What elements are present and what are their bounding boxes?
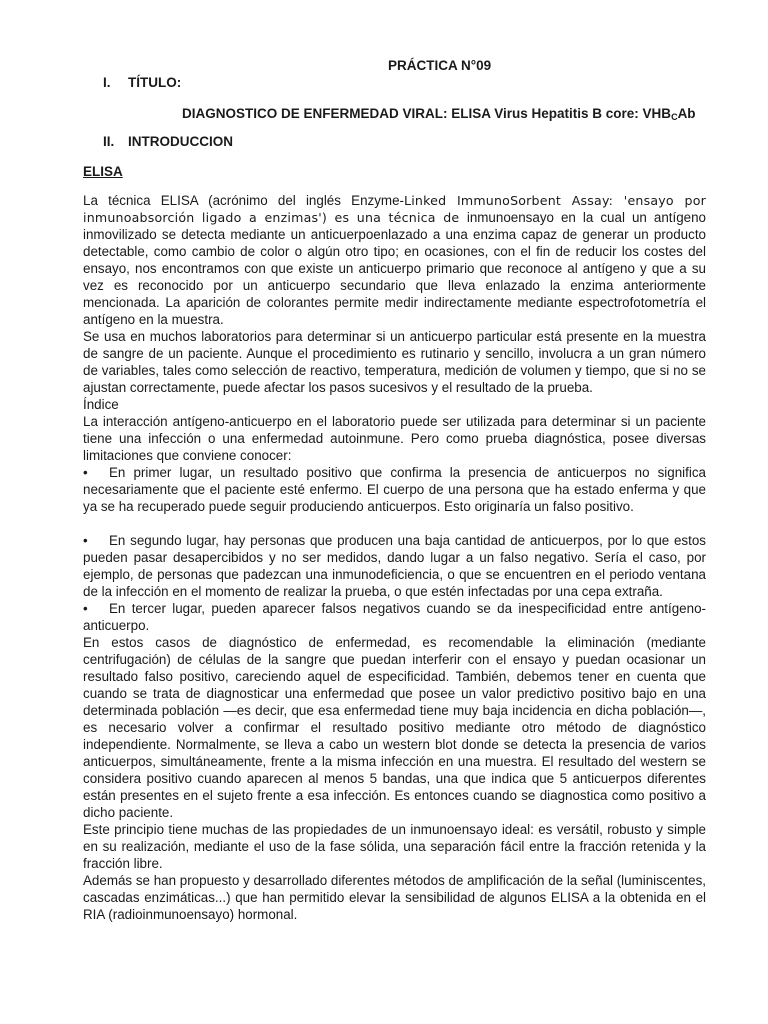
diagnostic-title-end: Ab: [677, 106, 696, 121]
paragraph: Este principio tiene muchas de las propiedades de un inmunoensayo ideal: es versátil, robusto y simple en su realización, mediante el uso de la fase sólida, una separación fácil entre la fracción retenida y la fracción libre.: [83, 822, 706, 871]
section-intro-heading: [103, 134, 233, 149]
paragraph: Además se han propuesto y desarrollado diferentes métodos de amplificación de la señal (luminiscentes, cascadas enzimáticas...) que han permitido elevar la sensibilidad de algunos ELISA a la obtenida en el RIA (radioinmunoensayo) hormonal.: [83, 873, 707, 922]
bullet-text: En primer lugar, un resultado positivo que confirma la presencia de anticuerpos no significa necesariamente que el paciente esté enfermo. El cuerpo de una persona que ha estado enferma y que ya se ha recuperado puede seguir produciendo anticuerpos. Esto originaría un falso positivo.: [83, 465, 706, 514]
section-number: II.: [103, 134, 115, 149]
bullet-item: [83, 464, 706, 515]
diagnostic-title-main: DIAGNOSTICO DE ENFERMEDAD VIRAL: ELISA Virus Hepatitis B core: VHB: [182, 106, 672, 121]
paragraph-part: Linked ImmunoSorbent Assay: 'ensayo por inmunoabsorción ligado a enzimas') es una técnica de: [83, 193, 707, 225]
paragraph-part: La técnica ELISA (acrónimo del inglés Enzyme-: [83, 193, 404, 208]
bullet-symbol: •: [83, 601, 88, 616]
paragraph: La interacción antígeno-anticuerpo en el laboratorio puede ser utilizada para determinar si un paciente tiene una infección o una enfermedad autoinmune. Pero como prueba diagnóstica, posee diversas limitaciones que conviene conocer:: [83, 414, 706, 463]
spacer: [83, 515, 706, 532]
bullet-text: En segundo lugar, hay personas que producen una baja cantidad de anticuerpos, por lo que estos pueden pasar desapercibidos y no ser medidos, dando lugar a un falso negativo. Sería el caso, por ejemplo, de personas que padezcan una inmunodeficiencia, o que se encuentren en el periodo ventana de la infección en el momento de realizar la prueba, o que estén infectadas por una cepa extraña.: [83, 533, 706, 599]
paragraph-part: inmunoensayo en la cual un antígeno inmovilizado se detecta mediante un anticuerpoenlazado a una enzima capaz de generar un producto detectable, como cambio de color o algún otro tipo; en ocasiones, con el fin de reducir los costes del ensayo, nos encontramos con que existe un anticuerpo primario que reconoce al antígeno y que a su vez es reconocido por un anticuerpo secundario que lleva enlazado la enzima anteriormente mencionada. La aparición de colorantes permite medir indirectamente mediante espectrofotometría el antígeno en la muestra.: [83, 210, 706, 327]
paragraph: Índice: [83, 397, 119, 412]
bullet-symbol: •: [83, 465, 88, 480]
section-label: TÍTULO:: [128, 75, 182, 90]
section-number: I.: [103, 75, 111, 90]
elisa-heading: ELISA: [83, 164, 123, 179]
section-label: INTRODUCCION: [128, 134, 233, 149]
body-text: [83, 192, 706, 923]
section-title-heading: [103, 75, 181, 90]
bullet-symbol: •: [83, 533, 88, 548]
diagnostic-title: [182, 106, 696, 122]
practice-title: PRÁCTICA N°09: [388, 58, 492, 73]
diagnostic-title-subscript: C: [671, 112, 678, 122]
bullet-item: [83, 600, 706, 634]
paragraph: Se usa en muchos laboratorios para determinar si un anticuerpo particular está presente en la muestra de sangre de un paciente. Aunque el procedimiento es rutinario y sencillo, involucra a un gran número de variables, tales como selección de reactivo, temperatura, medición de volumen y tiempo, que si no se ajustan correctamente, puede afectar los pasos sucesivos y el resultado de la prueba.: [83, 329, 706, 395]
paragraph: En estos casos de diagnóstico de enfermedad, es recomendable la eliminación (mediante centrifugación) de células de la sangre que puedan interferir con el ensayo y puedan ocasionar un resultado falso positivo, careciendo aquel de especificidad. También, debemos tener en cuenta que cuando se trata de diagnosticar una enfermedad que posee un valor predictivo positivo bajo en una determinada población —es decir, que esa enfermedad tiene muy baja incidencia en dicha población—, es necesario volver a confirmar el resultado positivo mediante otro método de diagnóstico independiente. Normalmente, se lleva a cabo un western blot donde se detecta la presencia de varios anticuerpos, simultáneamente, frente a la misma infección en una muestra. El resultado del western se considera positivo cuando aparecen al menos 5 bandas, una que indica que 5 anticuerpos diferentes están presentes en el sujeto frente a esa infección. Es entonces cuando se diagnostica como positivo a dicho paciente.: [83, 635, 706, 820]
bullet-text: En tercer lugar, pueden aparecer falsos negativos cuando se da inespecificidad entre antígeno-anticuerpo.: [83, 601, 706, 633]
bullet-item: [83, 532, 706, 600]
paragraph: [83, 192, 706, 328]
